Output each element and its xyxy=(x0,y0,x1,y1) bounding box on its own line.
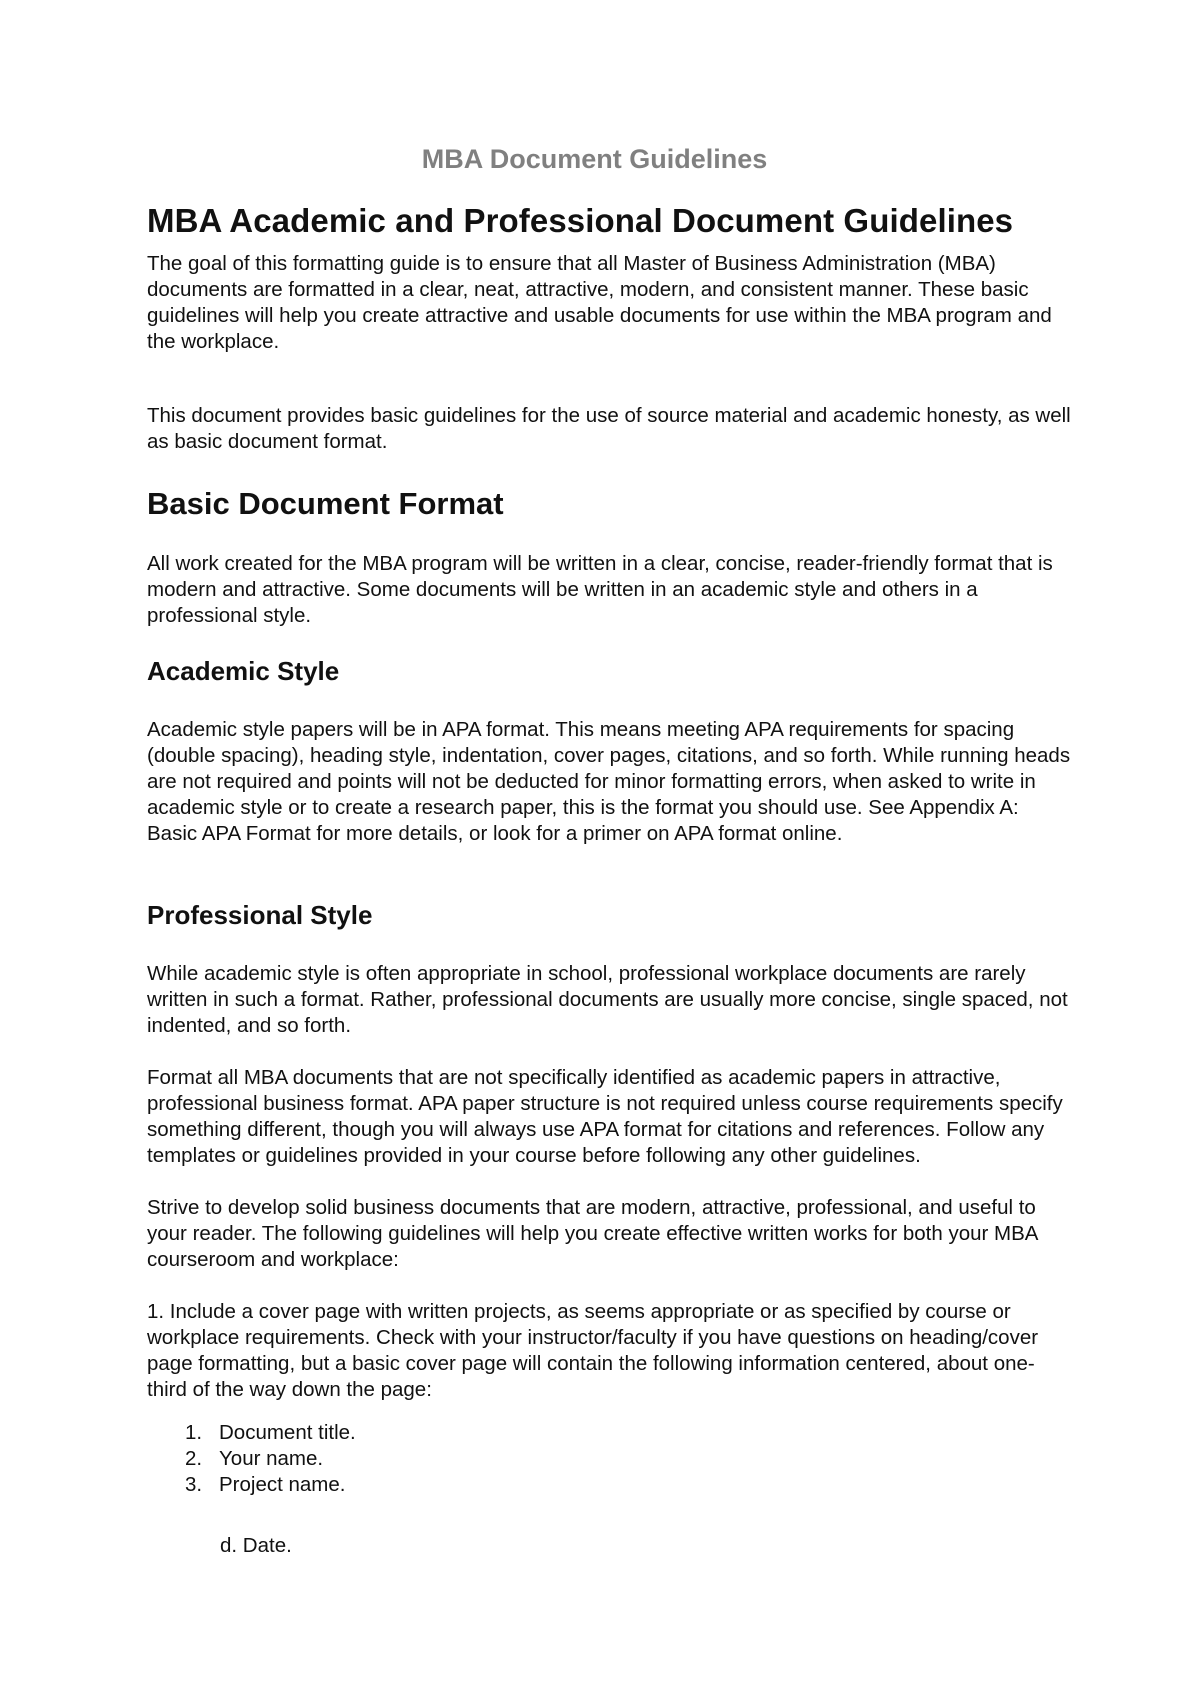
list-item-number: 1. xyxy=(185,1421,203,1444)
intro-paragraph-1: The goal of this formatting guide is to ensure that all Master of Business Administration (MBA) documents are formatted in a clear, neat, attractive, modern, and consistent manner. These basic guidelines will help you create attractive and usable documents for use within the MBA program and the workplace. xyxy=(147,252,1052,353)
basic-format-paragraph: All work created for the MBA program will be written in a clear, concise, reader-friendly format that is modern and attractive. Some documents will be written in an academic style and others in a professional style. xyxy=(147,552,1053,627)
list-item xyxy=(147,1472,356,1498)
heading-basic-document-format: Basic Document Format xyxy=(147,486,504,521)
list-item xyxy=(147,1420,356,1446)
academic-style-paragraph: Academic style papers will be in APA format. This means meeting APA requirements for spacing (double spacing), heading style, indentation, cover pages, citations, and so forth. While running heads are not required and points will not be deducted for minor formatting errors, when asked to write in academic style or to create a research paper, this is the format you should use. See Appendix A: Basic APA Format for more details, or look for a primer on APA format online. xyxy=(147,718,1071,845)
list-item-date: d. Date. xyxy=(220,1534,292,1557)
professional-style-paragraph-1: While academic style is often appropriate in school, professional workplace documents are rarely written in such a format. Rather, professional documents are usually more concise, single spaced, not indented, and so forth. xyxy=(147,962,1068,1037)
professional-style-paragraph-3: Strive to develop solid business documents that are modern, attractive, professional, and useful to your reader. The following guidelines will help you create effective written works for both your MBA courseroom and workplace: xyxy=(147,1196,1038,1271)
list-item-number: 3. xyxy=(185,1473,203,1496)
professional-style-paragraph-2: Format all MBA documents that are not specifically identified as academic papers in attractive, professional business format. APA paper structure is not required unless course requirements specify something different, though you will always use APA format for citations and references. Follow any templates or guidelines provided in your course before following any other guidelines. xyxy=(147,1066,1063,1167)
list-item-text: Document title. xyxy=(219,1421,356,1444)
cover-page-items-list xyxy=(147,1420,356,1498)
list-item-text: Project name. xyxy=(219,1473,346,1496)
list-item xyxy=(147,1446,356,1472)
cover-page-instruction: 1. Include a cover page with written projects, as seems appropriate or as specified by course or workplace requirements. Check with your instructor/faculty if you have questions on heading/cover page formatting, but a basic cover page will contain the following information centered, about one-third of the way down the page: xyxy=(147,1300,1039,1401)
heading-academic-style: Academic Style xyxy=(147,656,340,686)
list-item-text: Your name. xyxy=(219,1447,324,1470)
intro-paragraph-2: This document provides basic guidelines for the use of source material and academic honesty, as well as basic document format. xyxy=(147,404,1071,453)
list-item-number: 2. xyxy=(185,1447,203,1470)
heading-professional-style: Professional Style xyxy=(147,900,373,930)
running-header: MBA Document Guidelines xyxy=(421,144,768,174)
document-title: MBA Academic and Professional Document Guidelines xyxy=(147,202,1014,239)
